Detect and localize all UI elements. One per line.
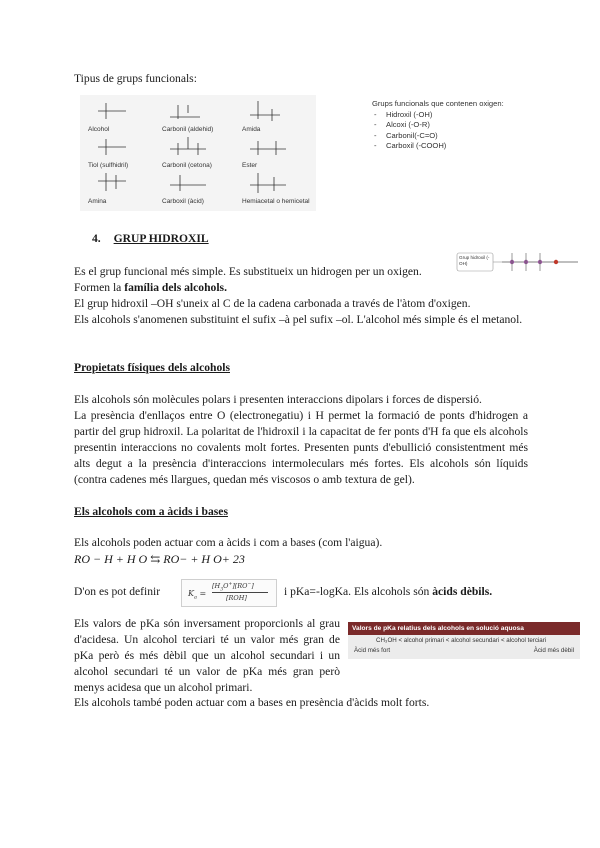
pka-table-title: Valors de pKa relatius dels alcohols en solució aquosa bbox=[348, 622, 580, 635]
carboxyl-structure-icon bbox=[166, 171, 210, 195]
oxygen-groups-list bbox=[372, 99, 504, 152]
amine-structure-icon bbox=[92, 171, 132, 195]
hydroxyl-caption: Grup hidroxil (-OH) bbox=[459, 255, 490, 266]
section-title: GRUP HIDROXIL bbox=[113, 232, 209, 245]
aldehyde-structure-icon bbox=[166, 99, 206, 123]
paragraph: El grup hidroxil –OH s'uneix al C de la cadena carbonada a través de l'àtom d'oxigen. bbox=[74, 297, 471, 310]
subheading: Propietats físiques dels alcohols bbox=[74, 361, 230, 374]
ketone-structure-icon bbox=[166, 135, 210, 159]
ka-definition-text: i pKa=-logKa. Els alcohols són àcids dèbils. bbox=[284, 585, 493, 598]
ester-structure-icon bbox=[246, 135, 290, 159]
fg-carboxyl: Carboxil (àcid) bbox=[158, 171, 234, 207]
list-item: - Hidroxil (-OH) bbox=[372, 110, 504, 121]
section-number: 4. bbox=[92, 232, 101, 245]
paragraph: Els alcohols poden actuar com a àcids i com a bases (com l'aigua). bbox=[74, 536, 383, 549]
fg-thiol: Tiol (sulfhidril) bbox=[84, 135, 160, 171]
oxygen-groups-title: Grups funcionals que contenen oxigen: bbox=[372, 99, 504, 108]
paragraph: Els valors de pKa són inversament proporcionls al grau d'acidesa. Un alcohol terciari té un valor més gran de pKa però és més dèbil que un alcohol secundari i un alcohol secundari té un valor de pKa més gran però menys acidesa que un alcohol primari. bbox=[74, 617, 340, 694]
fg-aldehyde: Carbonil (aldehid) bbox=[158, 99, 234, 135]
list-item: - Carboxil (-COOH) bbox=[372, 141, 504, 152]
alcohol-structure-icon bbox=[92, 99, 132, 123]
equation: RO − H + H O ⇆ RO− + H O+ 23 bbox=[74, 552, 245, 566]
functional-groups-figure bbox=[80, 95, 316, 211]
hemiacetal-structure-icon bbox=[246, 171, 290, 195]
paragraph: La presència d'enllaços entre O (electronegatiu) i H permet la formació de ponts d'hidrogen a partir del grup hidroxil. La polaritat de l'hidroxil i la capacitat de fer ponts d'H fa que els alcohols presentin interaccions no covalents molt fortes. Presenten punts d'ebullició consistentment més alts degut a la presència d'interaccions intermoleculars més fortes. Els alcohols són líquids (contra cadenes més llargues, quedan més viscosos o amb textura de gel). bbox=[74, 409, 528, 486]
pka-table-row: CH₃OH < alcohol primari < alcohol secundari < alcohol terciari bbox=[376, 637, 547, 644]
subheading: Els alcohols com a àcids i bases bbox=[74, 505, 228, 518]
paragraph: Els alcohols s'anomenen substituint el sufix –à pel sufix –ol. L'alcohol més simple és el metanol. bbox=[74, 313, 523, 326]
fg-ketone: Carbonil (cetona) bbox=[158, 135, 234, 171]
list-item: - Alcoxi (-O-R) bbox=[372, 120, 504, 131]
bold-term: àcids dèbils. bbox=[432, 585, 493, 598]
pka-table bbox=[348, 622, 580, 660]
pka-right-label: Àcid més dèbil bbox=[533, 647, 574, 654]
fg-alcohol: Alcohol bbox=[84, 99, 160, 135]
pka-left-label: Àcid més fort bbox=[354, 647, 391, 654]
ka-formula: $K_a$ = $[H_3O^+][RO^-]$ [ROH] bbox=[181, 579, 277, 607]
bold-term: família dels alcohols. bbox=[124, 281, 227, 294]
intro-heading: Tipus de grups funcionals: bbox=[74, 72, 197, 85]
section-heading bbox=[92, 231, 209, 247]
list-item: - Carbonil(-C=O) bbox=[372, 131, 504, 142]
ka-definition-text: D'on es pot definir bbox=[74, 585, 161, 598]
fg-amine: Amina bbox=[84, 171, 160, 207]
fg-amide: Amida bbox=[238, 99, 314, 135]
thiol-structure-icon bbox=[92, 135, 132, 159]
amide-structure-icon bbox=[246, 99, 286, 123]
paragraph: Formen la família dels alcohols. bbox=[74, 281, 227, 294]
paragraph: Els alcohols són molècules polars i presenten interaccions dipolars i forces de dispersió. bbox=[74, 393, 482, 406]
fg-ester: Ester bbox=[238, 135, 314, 171]
paragraph: Es el grup funcional més simple. Es substitueix un hidrogen per un oxigen. bbox=[74, 265, 422, 278]
hydroxyl-diagram bbox=[456, 249, 580, 279]
paragraph: Els alcohols també poden actuar com a bases en presència d'àcids molt forts. bbox=[74, 696, 430, 709]
fg-hemiacetal: Hemiacetal o hemicetal bbox=[238, 171, 318, 207]
